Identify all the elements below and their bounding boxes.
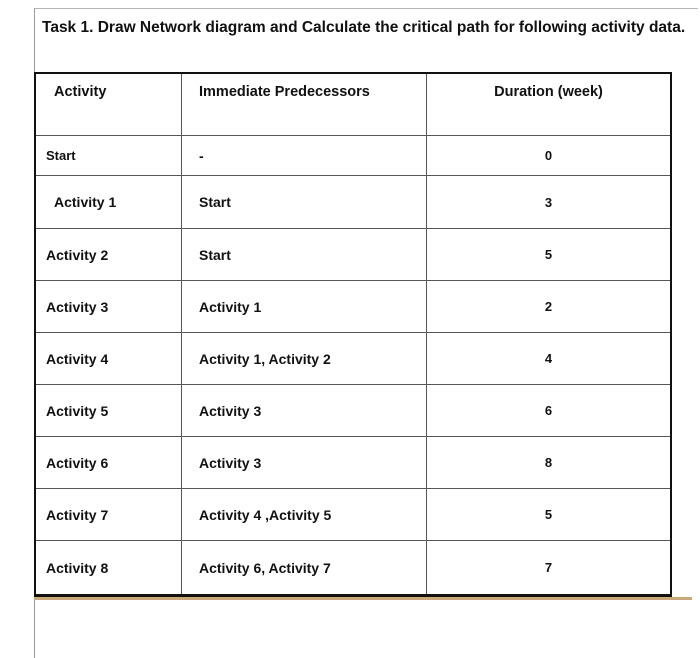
cell-activity: Activity 2 [36, 229, 182, 281]
cell-activity: Start [36, 136, 182, 176]
cell-activity: Activity 8 [36, 541, 182, 594]
cell-predecessors: Activity 1, Activity 2 [182, 333, 427, 385]
cell-duration: 0 [427, 136, 670, 176]
cell-duration: 4 [427, 333, 670, 385]
task-title: Task 1. Draw Network diagram and Calculate the critical path for following activity data. [42, 19, 686, 36]
cell-duration: 2 [427, 281, 670, 333]
activity-table [34, 72, 672, 597]
cell-predecessors: Activity 3 [182, 385, 427, 437]
table-underline [34, 597, 692, 600]
cell-predecessors: - [182, 136, 427, 176]
cell-activity: Activity 5 [36, 385, 182, 437]
cell-duration: 7 [544, 560, 553, 575]
header-activity: Activity [36, 74, 182, 136]
cell-duration: 3 [427, 176, 670, 229]
cell-activity: Activity 6 [36, 437, 182, 489]
cell-duration: 5 [427, 229, 670, 281]
cell-predecessors: Start [182, 176, 427, 229]
cell-activity: Activity 4 [36, 333, 182, 385]
cell-activity: Activity 1 [36, 176, 182, 229]
cell-predecessors: Start [182, 229, 427, 281]
cell-duration: 5 [427, 489, 670, 541]
header-predecessors: Immediate Predecessors [182, 74, 427, 136]
cell-predecessors: Activity 3 [182, 437, 427, 489]
cell-duration: 6 [427, 385, 670, 437]
cell-activity: Activity 7 [36, 489, 182, 541]
cell-predecessors: Activity 1 [182, 281, 427, 333]
cell-predecessors: Activity 6, Activity 7 [182, 541, 427, 594]
header-duration: Duration (week) [427, 74, 670, 136]
cell-activity: Activity 3 [36, 281, 182, 333]
cell-duration: 8 [427, 437, 670, 489]
cell-predecessors: Activity 4 ,Activity 5 [182, 489, 427, 541]
